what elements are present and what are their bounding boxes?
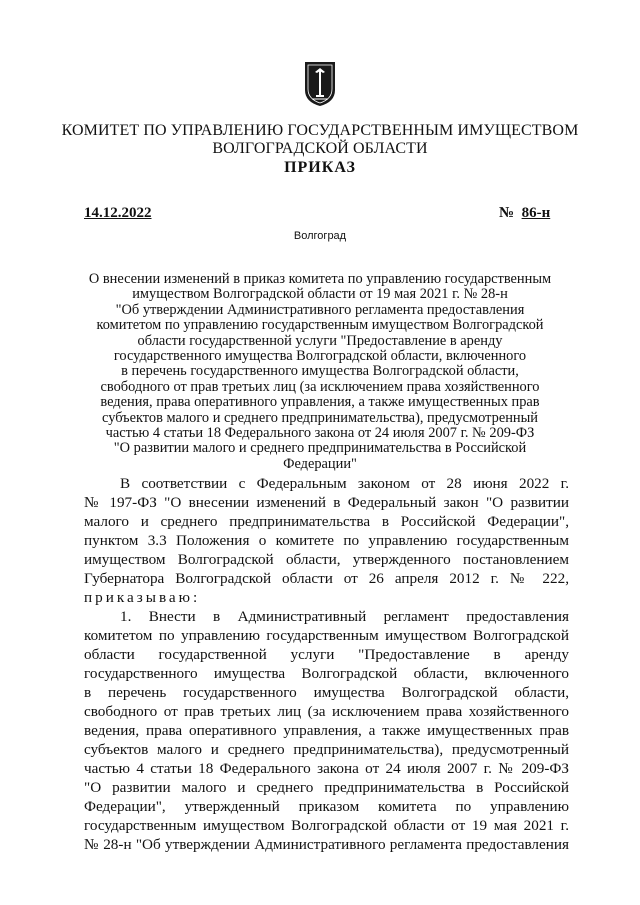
subject-line: Федерации" xyxy=(283,455,357,472)
organization-name-line1: КОМИТЕТ ПО УПРАВЛЕНИЮ ГОСУДАРСТВЕННЫМ ИМУЩЕСТВОМ xyxy=(61,122,579,139)
body-line: свободного от прав третьих лиц (за исключением права хозяйственного xyxy=(84,703,569,720)
number-value: 86-н xyxy=(521,205,551,221)
body-line: государственным имуществом Волгоградской области от 19 мая 2021 г. xyxy=(84,817,569,834)
body-line: № 28-н "Об утверждении Административного регламента предоставления xyxy=(84,836,569,853)
body-line: Федерации", утвержденный приказом комитета по управлению xyxy=(84,798,569,815)
number-sign: № xyxy=(499,205,515,221)
body-line: области государственной услуги "Предоставление в аренду xyxy=(84,646,569,663)
body-line: "О развитии малого и среднего предпринимательства в Российской xyxy=(84,779,569,796)
subject-line: области государственной услуги "Предоставление в аренду xyxy=(137,332,503,349)
body-line: 1. Внести в Административный регламент предоставления xyxy=(120,608,569,625)
document-subject xyxy=(80,272,560,472)
subject-line: "Об утверждении Административного регламента предоставления xyxy=(115,301,525,318)
document-date: 14.12.2022 xyxy=(84,205,152,221)
subject-line: комитетом по управлению государственным имуществом Волгоградской xyxy=(96,317,544,334)
subject-line: государственного имущества Волгоградской области, включенного xyxy=(113,348,527,365)
body-line: ведения, права оперативного управления, а также имущественных прав xyxy=(84,722,569,739)
document-city: Волгоград xyxy=(293,230,347,242)
body-line: субъектов малого и среднего предпринимательства), предусмотренный xyxy=(84,741,569,758)
coat-of-arms-emblem-icon xyxy=(303,60,337,108)
body-line: частью 4 статьи 18 Федерального закона от 24 июля 2007 г. № 209-ФЗ xyxy=(84,760,569,777)
document-type-title: ПРИКАЗ xyxy=(284,159,356,176)
subject-line: имуществом Волгоградской области от 19 мая 2021 г. № 28-н xyxy=(132,286,508,303)
body-line: Губернатора Волгоградской области от 26 апреля 2012 г. № 222, xyxy=(84,570,569,587)
subject-line: свободного от прав третьих лиц (за исключением права хозяйственного xyxy=(100,378,540,395)
body-line: В соответствии с Федеральным законом от 28 июня 2022 г. xyxy=(120,475,569,492)
body-line: государственного имущества Волгоградской области, включенного xyxy=(84,665,569,682)
body-line: малого и среднего предпринимательства в Российской Федерации", xyxy=(84,513,569,530)
body-line: № 197-ФЗ "О внесении изменений в Федеральный закон "О развитии xyxy=(84,494,569,511)
body-line: комитетом по управлению государственным имуществом Волгоградской xyxy=(84,627,569,644)
subject-line: субъектов малого и среднего предпринимательства), предусмотренный xyxy=(102,409,538,426)
subject-line: ведения, права оперативного управления, а также имущественных прав xyxy=(100,394,540,411)
body-line: пунктом 3.3 Положения о комитете по управлению государственным xyxy=(84,532,569,549)
body-line: имуществом Волгоградской области, утвержденного постановлением xyxy=(84,551,569,568)
subject-line: О внесении изменений в приказ комитета по управлению государственным xyxy=(88,271,552,287)
document-number xyxy=(499,205,550,222)
subject-line: "О развитии малого и среднего предпринимательства в Российской xyxy=(113,440,527,457)
body-line: в перечень государственного имущества Волгоградской области, xyxy=(84,684,569,701)
subject-line: в перечень государственного имущества Волгоградской области, xyxy=(121,363,519,380)
organization-name-line2: ВОЛГОГРАДСКОЙ ОБЛАСТИ xyxy=(212,140,428,157)
subject-line: частью 4 статьи 18 Федерального закона от 24 июля 2007 г. № 209-ФЗ xyxy=(105,425,535,442)
body-line-order-word: приказываю: xyxy=(84,589,201,606)
